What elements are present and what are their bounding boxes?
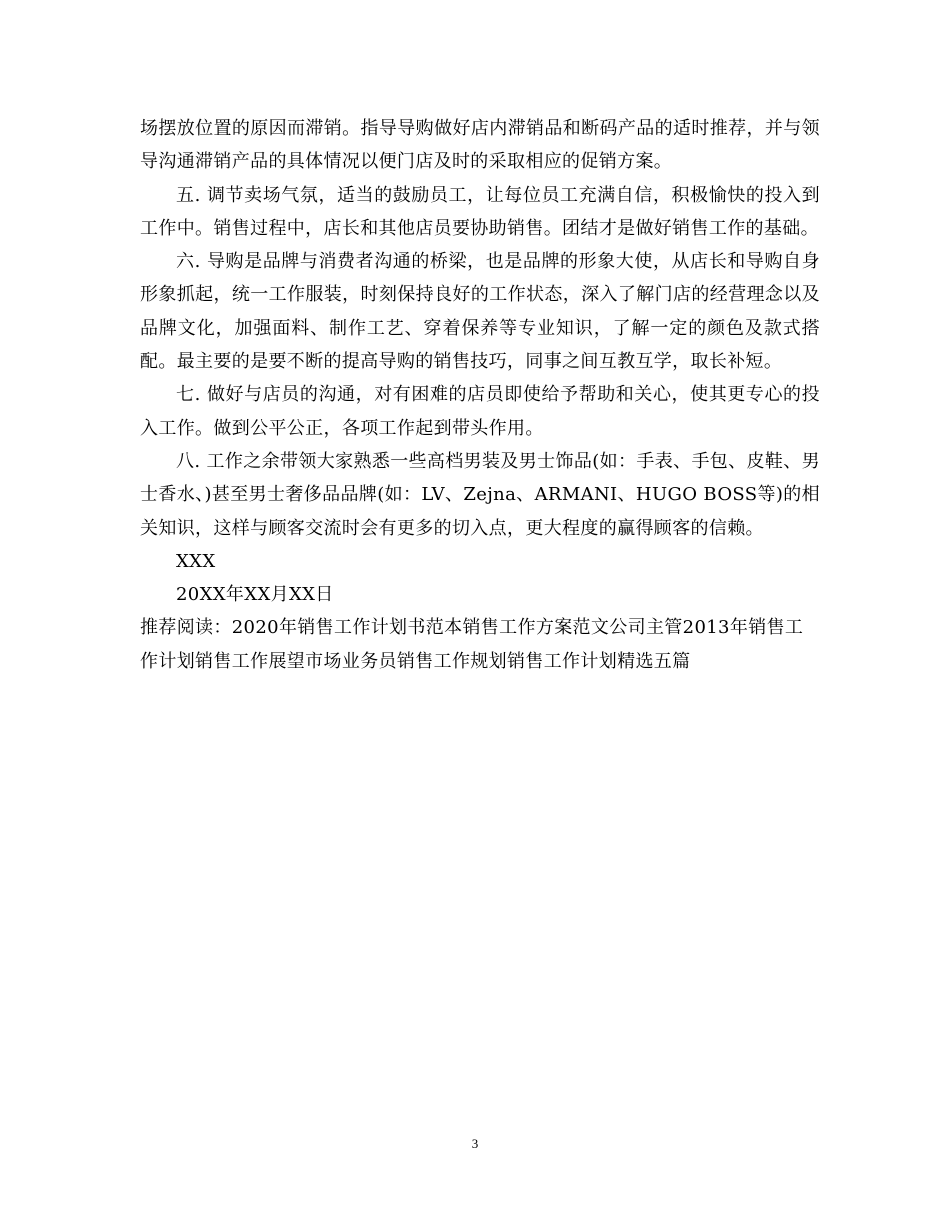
paragraph-item-6: 六. 导购是品牌与消费者沟通的桥梁，也是品牌的形象大使，从店长和导购自身形象抓起，统一工作服装，时刻保持良好的工作状态，深入了解门店的经营理念以及品牌文化，加强面料、制作工艺、穿着保养等专业知识，了解一定的颜色及款式搭配。最主要的是要不断的提高导购的销售技巧，同事之间互教互学，取长补短。 [140, 251, 820, 373]
paragraph-item-5: 五. 调节卖场气氛，适当的鼓励员工，让每位员工充满自信，积极愉快的投入到工作中。销售过程中，店长和其他店员要协助销售。团结才是做好销售工作的基础。 [140, 184, 820, 239]
paragraph-item-8: 八. 工作之余带领大家熟悉一些高档男装及男士饰品(如：手表、手包、皮鞋、男士香水、)甚至男士奢侈品品牌(如：LV、Zejna、ARMANI、HUGO BOSS等)的相关知识，这样与顾客交流时会有更多的切入点，更大程度的赢得顾客的信赖。 [140, 450, 820, 539]
signature: XXX [176, 550, 216, 572]
recommended-reading: 推荐阅读：2020年销售工作计划书范本销售工作方案范文公司主管2013年销售工作计划销售工作展望市场业务员销售工作规划销售工作计划精选五篇 [140, 617, 804, 672]
paragraph-continuation: 场摆放位置的原因而滞销。指导导购做好店内滞销品和断码产品的适时推荐，并与领导沟通滞销产品的具体情况以便门店及时的采取相应的促销方案。 [140, 118, 820, 173]
paragraph-item-7: 七. 做好与店员的沟通，对有困难的店员即使给予帮助和关心，使其更专心的投入工作。做到公平公正，各项工作起到带头作用。 [140, 384, 820, 439]
date-line: 20XX年XX月XX日 [176, 584, 334, 606]
page-number: 3 [471, 1136, 479, 1151]
document-body [140, 112, 820, 678]
